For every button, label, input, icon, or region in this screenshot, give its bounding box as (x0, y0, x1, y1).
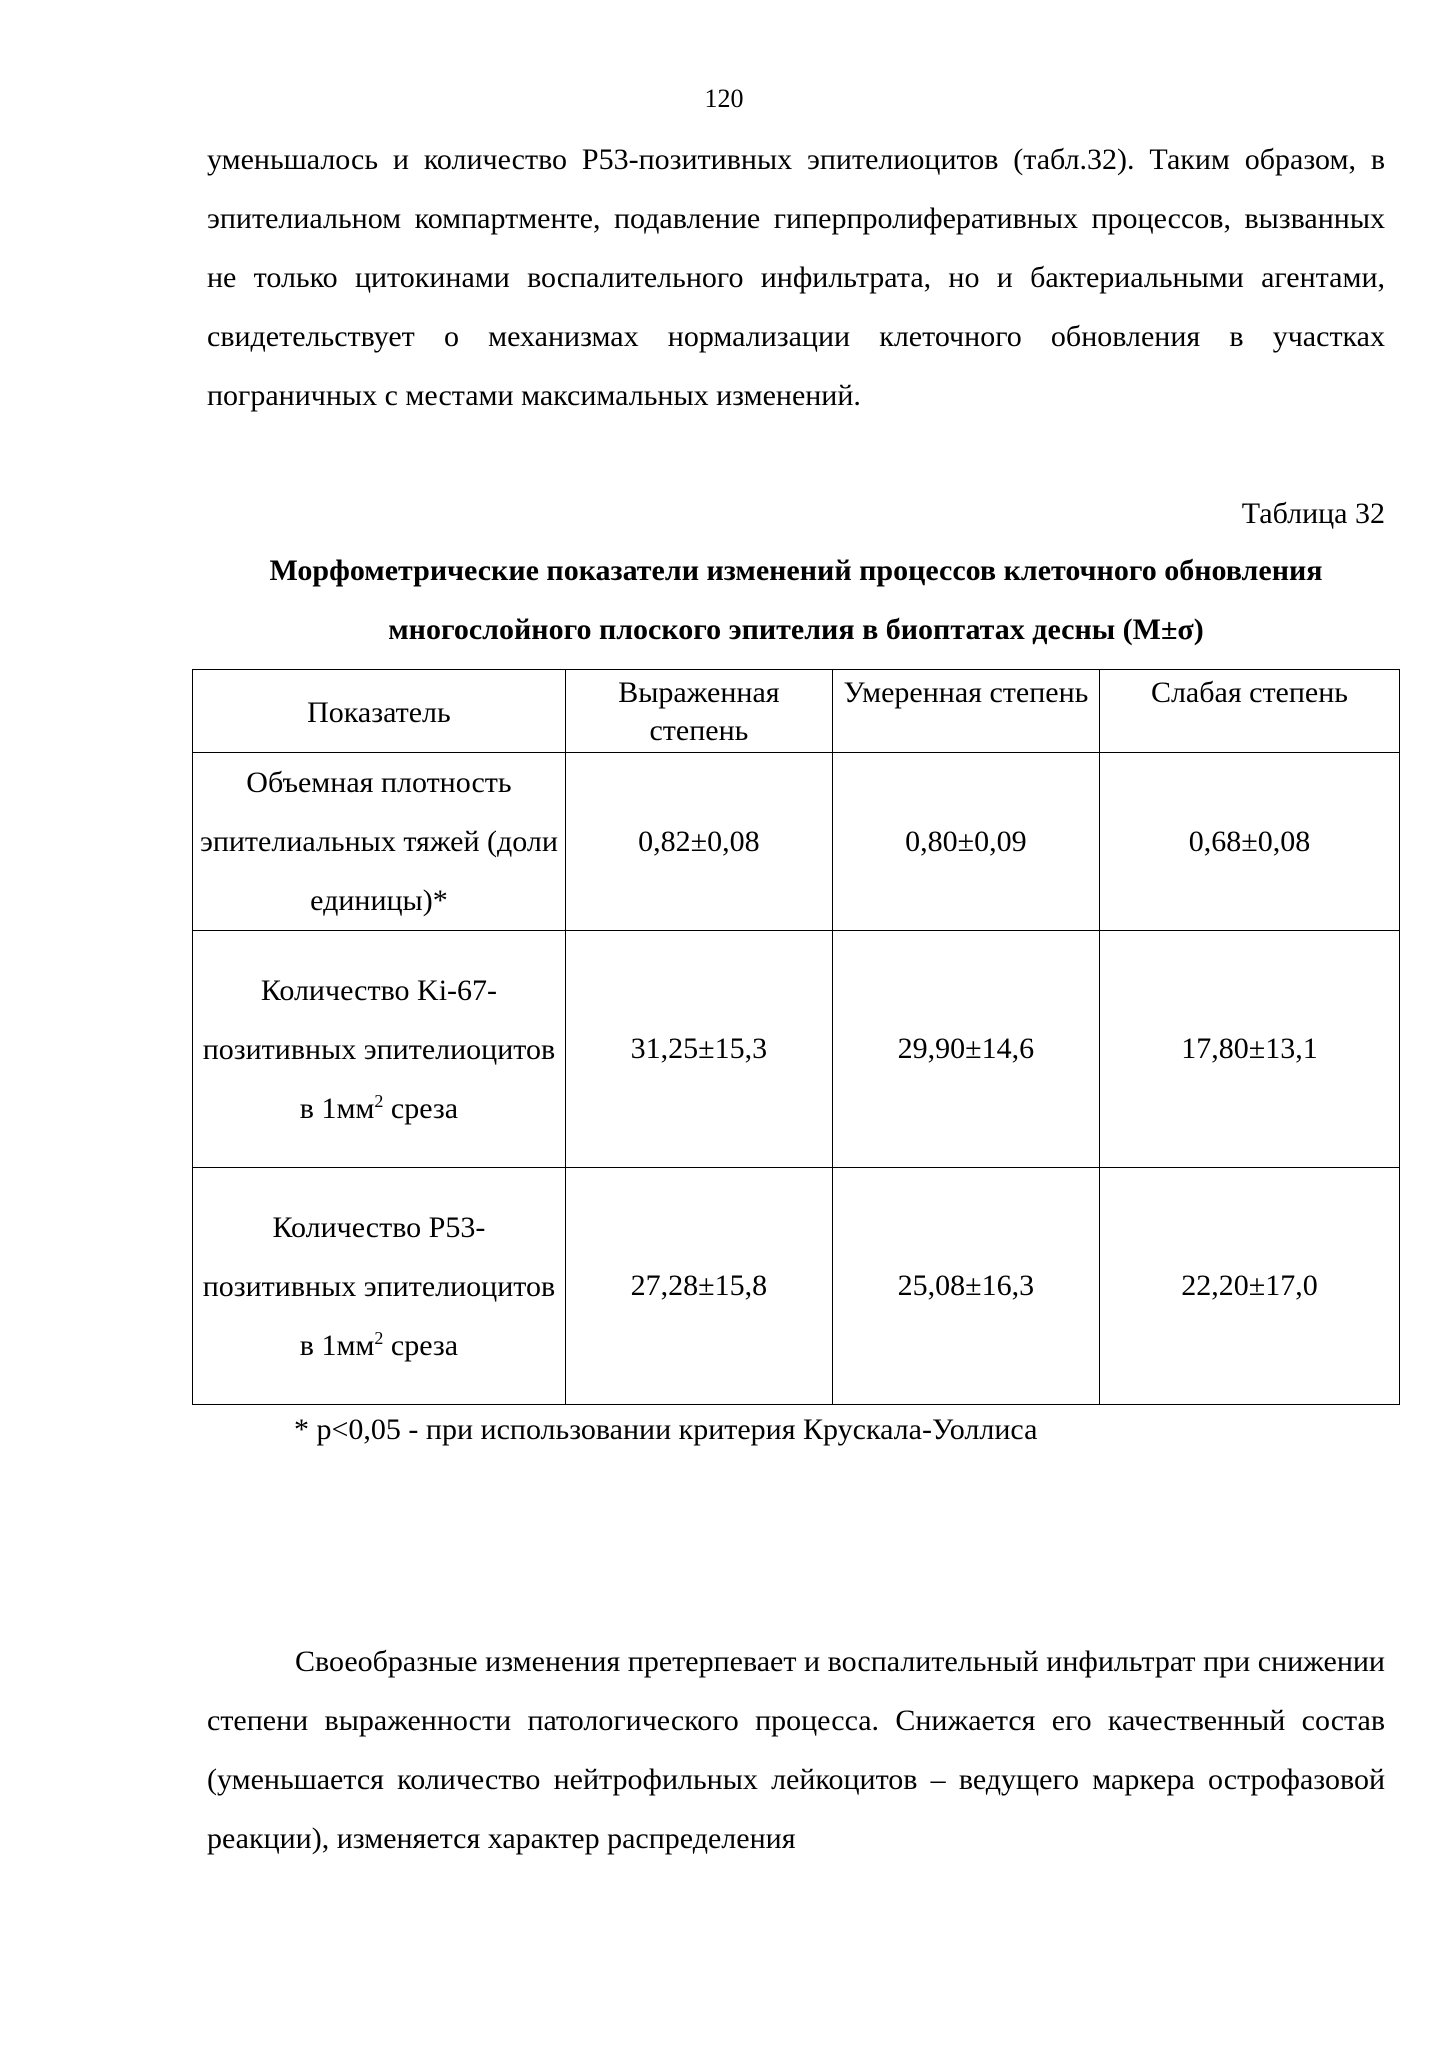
row-label (193, 931, 566, 1168)
table-footnote: * р<0,05 - при использовании критерия Крускала-Уоллиса (294, 1413, 1038, 1446)
header-moderate: Умеренная степень (832, 670, 1099, 753)
body-paragraph-1: уменьшалось и количество Р53-позитивных эпителиоцитов (табл.32). Таким образом, в эпителиальном компартменте, подавление гиперпролиферативных процессов, вызванных не только цитокинами воспалительного инфильтрата, но и бактериальными агентами, свидетельствует о механизмах нормализации клеточного обновления в участках пограничных с местами максимальных изменений. (207, 143, 1385, 412)
table-row (193, 931, 1400, 1168)
row-label-tail: среза (383, 1328, 459, 1362)
row-label-tail: среза (383, 1091, 459, 1125)
data-table (192, 669, 1400, 1405)
body-paragraph-2: Своеобразные изменения претерпевает и воспалительный инфильтрат при снижении степени выраженности патологического процесса. Снижается его качественный состав (уменьшается количество нейтрофильных лейкоцитов – ведущего маркера острофазовой реакции), изменяется характер распределения (207, 1645, 1385, 1855)
page-number: 120 (704, 84, 744, 113)
header-mild: Слабая степень (1099, 670, 1399, 753)
value-moderate: 0,80±0,09 (832, 753, 1099, 931)
row-label-text: Количество Ki-67-позитивных эпителиоцитов в 1мм (202, 973, 556, 1125)
table-label: Таблица 32 (1241, 497, 1385, 530)
row-label-text: Объемная плотность эпителиальных тяжей (доли единицы)* (199, 766, 558, 917)
value-severe: 0,82±0,08 (565, 753, 832, 931)
value-moderate: 25,08±16,3 (832, 1168, 1099, 1405)
table-header-row (193, 670, 1400, 753)
row-label-text: Количество Р53-позитивных эпителиоцитов в 1мм (202, 1210, 556, 1362)
header-indicator: Показатель (193, 670, 566, 753)
superscript: 2 (374, 1090, 384, 1111)
table-row (193, 1168, 1400, 1405)
value-mild: 22,20±17,0 (1099, 1168, 1399, 1405)
header-severe: Выраженная степень (565, 670, 832, 753)
value-mild: 17,80±13,1 (1099, 931, 1399, 1168)
table-row (193, 753, 1400, 931)
value-moderate: 29,90±14,6 (832, 931, 1099, 1168)
table-title: Морфометрические показатели изменений процессов клеточного обновления многослойного плоского эпителия в биоптатах десны (М±σ) (269, 554, 1323, 646)
value-mild: 0,68±0,08 (1099, 753, 1399, 931)
row-label (193, 1168, 566, 1405)
value-severe: 31,25±15,3 (565, 931, 832, 1168)
value-severe: 27,28±15,8 (565, 1168, 832, 1405)
row-label (193, 753, 566, 931)
superscript: 2 (374, 1327, 384, 1348)
